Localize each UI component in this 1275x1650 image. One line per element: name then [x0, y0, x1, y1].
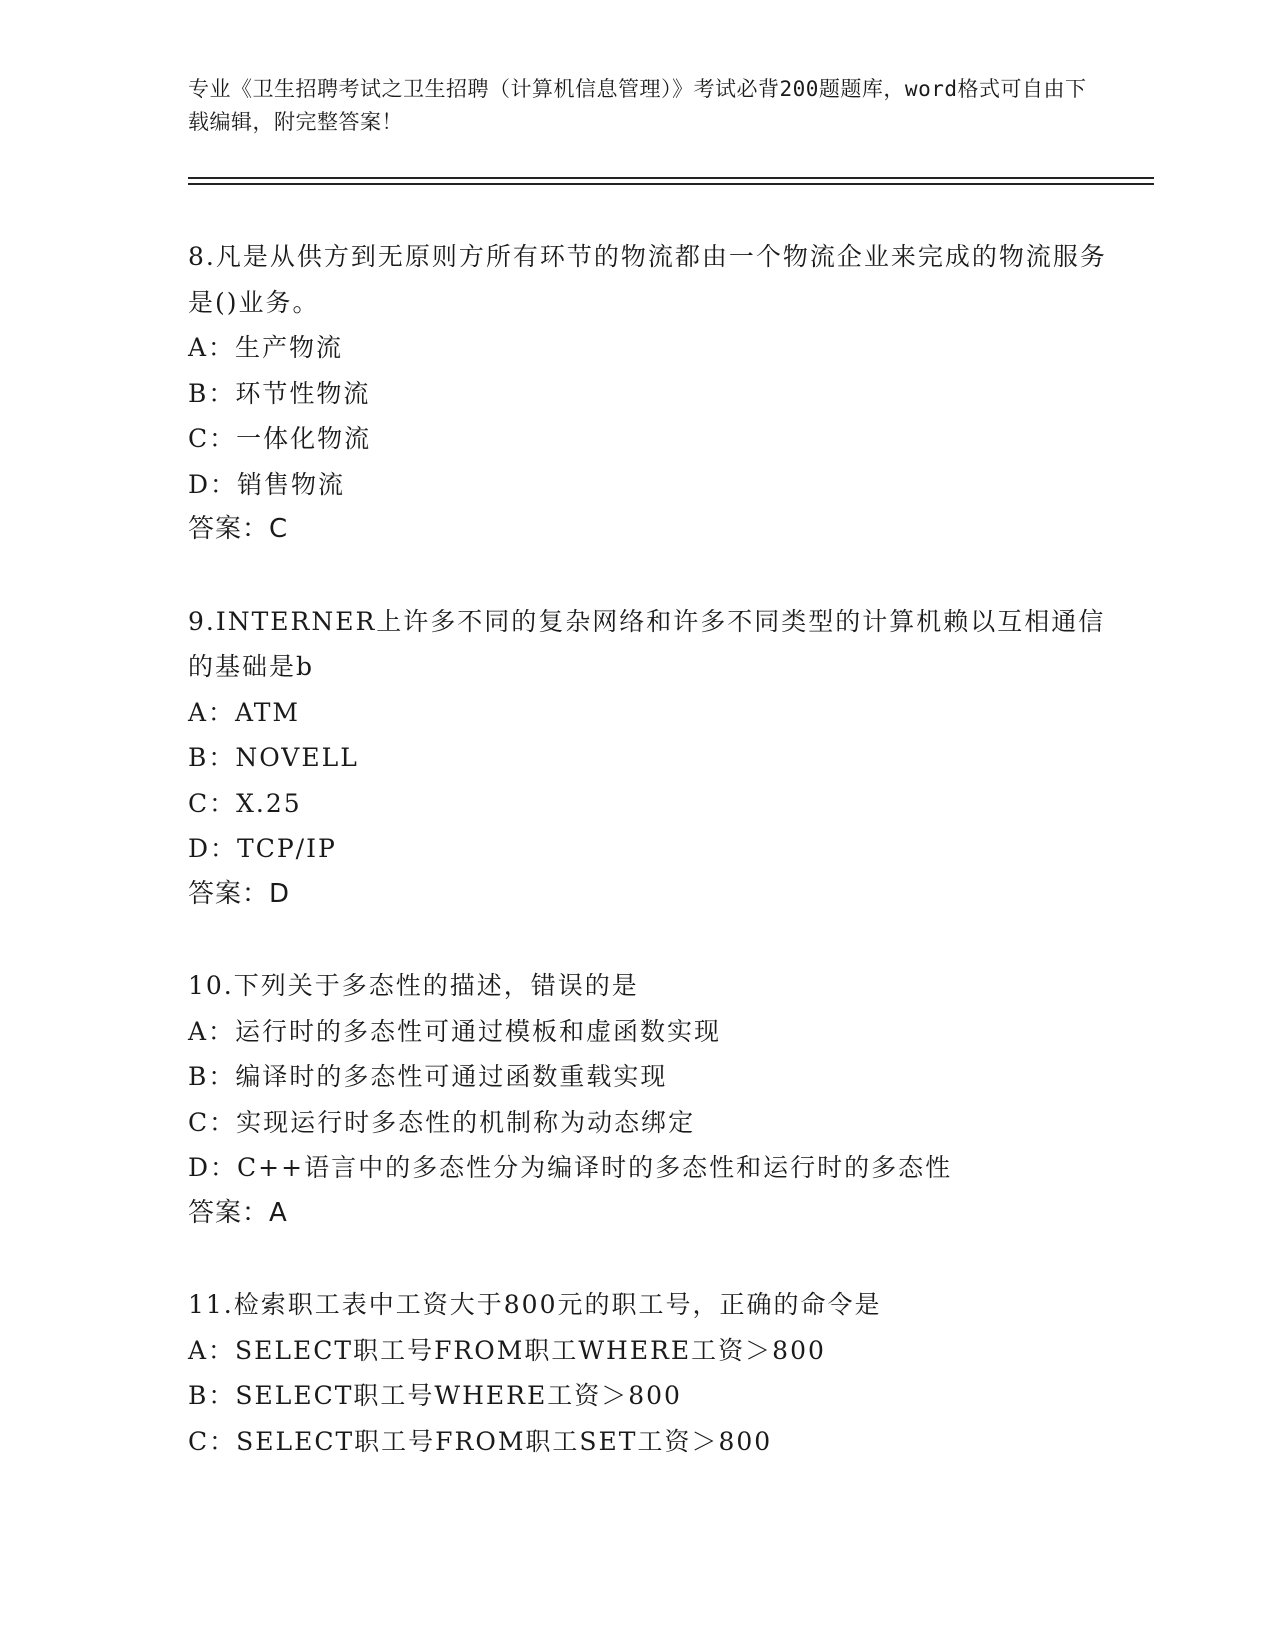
option-c: C：SELECT职工号FROM职工SET工资＞800	[188, 1426, 773, 1456]
option-b: B：NOVELL	[188, 743, 359, 772]
question-title: 9.INTERNER上许多不同的复杂网络和许多不同类型的计算机赖以互相通信的基础是b	[188, 606, 1106, 681]
answer: 答案：C	[188, 514, 289, 544]
option-a: A：ATM	[188, 697, 301, 727]
question-10	[188, 963, 1108, 1236]
question-title: 11.检索职工表中工资大于800元的职工号，正确的命令是	[188, 1290, 882, 1319]
option-b: B：SELECT职工号WHERE工资＞800	[188, 1381, 682, 1410]
option-d: D：C++语言中的多态性分为编译时的多态性和运行时的多态性	[188, 1153, 953, 1182]
document-header: 专业《卫生招聘考试之卫生招聘（计算机信息管理）》考试必背200题题库，word格式可自由下载编辑，附完整答案！	[188, 77, 1087, 134]
option-d: D：销售物流	[188, 469, 346, 499]
question-list	[188, 234, 1108, 1510]
answer: 答案：A	[188, 1197, 288, 1228]
question-title: 8.凡是从供方到无原则方所有环节的物流都由一个物流企业来完成的物流服务是()业务。	[188, 242, 1107, 317]
question-11	[188, 1282, 1108, 1464]
option-a: A：SELECT职工号FROM职工WHERE工资＞800	[188, 1335, 826, 1365]
option-b: B：编译时的多态性可通过函数重载实现	[188, 1062, 668, 1091]
header-rule-bottom	[188, 183, 1154, 185]
option-d: D：TCP/IP	[188, 834, 337, 863]
option-c: C：X.25	[188, 788, 302, 818]
option-a: A：运行时的多态性可通过模板和虚函数实现	[188, 1016, 722, 1046]
option-a: A：生产物流	[188, 333, 344, 362]
option-b: B：环节性物流	[188, 378, 371, 408]
answer: 答案：D	[188, 878, 291, 909]
option-c: C：实现运行时多态性的机制称为动态绑定	[188, 1107, 696, 1137]
option-c: C：一体化物流	[188, 424, 372, 453]
question-title: 10.下列关于多态性的描述，错误的是	[188, 971, 639, 1000]
header-rule-top	[188, 177, 1154, 179]
question-9	[188, 599, 1108, 918]
question-8	[188, 234, 1108, 553]
